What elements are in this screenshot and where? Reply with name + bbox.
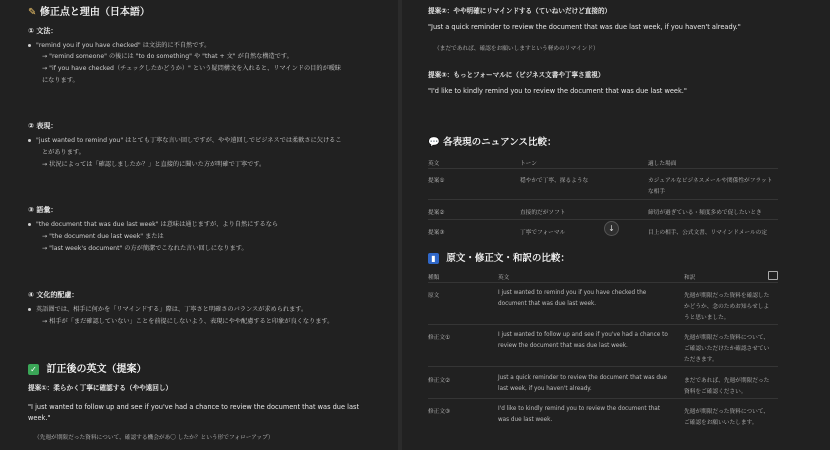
table-row-type: 修正文③ (428, 409, 451, 415)
check-icon: ✓ (28, 364, 39, 375)
table-divider (428, 219, 778, 220)
bullet-icon (28, 44, 31, 47)
vocabulary-title: ③ 語彙： (28, 206, 58, 214)
table-row-label: 提案② (428, 210, 445, 216)
proposal1-note: （先週が期限だった資料について、確認する機会があ〇 したか？という形でフォローアップ） (34, 435, 274, 441)
table-cell-ja-cont: ご確認いただけたか確認させてい (684, 346, 770, 352)
table-row-type: 修正文② (428, 378, 451, 384)
copy-icon[interactable] (768, 271, 778, 280)
table-divider (428, 282, 778, 283)
cultural-arrow-1: → 相手が「まだ確認していない」ことを前提にしないよう、表現にやや配慮すると印象が良くなります。 (42, 318, 334, 325)
nuance-header-en: 英文 (428, 161, 440, 167)
grammar-arrow-2: → "if you have checked（チェックしたかどうか）" という疑問構文を入れると、リマインドの目的が曖昧 (42, 65, 342, 72)
table-divider (428, 324, 778, 325)
table-cell-en-cont: was due last week. (498, 417, 553, 423)
nuance-header-scene: 適した場面 (648, 161, 677, 167)
table-cell-scene: 目上の相手、公式文書、リマインドメールの定 (648, 230, 768, 236)
cultural-title: ④ 文化的配慮： (28, 291, 79, 299)
table-cell-ja-cont: 資料をご確認ください。 (684, 389, 747, 395)
left-pane[interactable] (0, 0, 398, 450)
table-cell-ja-cont: うと思いました。 (684, 315, 730, 321)
proposal3-title: 提案③：もっとフォーマルに（ビジネス文書や丁寧さ重視） (428, 71, 605, 79)
speech-bubble-icon: 💬 (428, 137, 440, 148)
grammar-title: ① 文法： (28, 27, 58, 35)
vocabulary-arrow-1: → "the document due last week" または (42, 233, 164, 240)
bullet-icon (28, 223, 31, 226)
table-cell-scene: 締切が過ぎている・頻度多めで促したいとき (648, 210, 762, 216)
table-cell-ja: 先週が期限だった資料について、 (684, 409, 770, 415)
proposal1-title: 提案①：柔らかく丁寧に確認する（やや遠回し） (28, 384, 173, 392)
table-divider (428, 366, 778, 367)
table-cell-ja-cont: ご確認をお願いいたします。 (684, 420, 758, 426)
nuance-header-tone: トーン (520, 161, 537, 167)
table-row-type: 原文 (428, 293, 440, 299)
table-divider (428, 398, 778, 399)
grammar-arrow-1: → "remind someone" の後には "to do something" や "that + 文" が自然な構造です。 (42, 53, 293, 60)
table-row-label: 提案③ (428, 230, 445, 236)
table-cell-en-cont: review the document that was due last week. (498, 343, 628, 349)
table-cell-ja-cont: ただきます。 (684, 357, 718, 363)
nuance-heading: 💬 各表現のニュアンス比較： (428, 137, 557, 148)
table-cell-ja: 先週が期限だった資料について、 (684, 335, 770, 341)
vocabulary-bullet: "the document that was due last week" は意味は通じますが、より自然にするなら (28, 220, 278, 229)
compare-header-ja: 和訳 (684, 275, 696, 281)
pencil-icon: ✎ (28, 7, 37, 18)
cultural-bullet: 英語圏では、相手に何かを「リマインドする」際は、丁寧さと明確さのバランスが求められます。 (28, 305, 307, 314)
section-heading-corrections: ✎ 修正点と理由（日本語） (28, 7, 150, 18)
proposal2-title: 提案②：やや明確にリマインドする（ていねいだけど直接的） (428, 7, 612, 15)
table-cell-ja: 先週が期限だった資料を確認した (684, 293, 770, 299)
vocabulary-arrow-2: → "last week's document" の方が簡潔でこなれた言い回しになります。 (42, 245, 248, 252)
expression-bullet-cont: とがあります。 (42, 149, 85, 156)
proposal1-quote-cont: week." (28, 414, 51, 422)
table-cell-ja-cont: かどうか、念のためお知らせしよ (684, 304, 770, 310)
bullet-icon (28, 308, 31, 311)
expression-arrow-1: → 状況によっては「確認しましたか？」と直接的に聞いた方が明確で丁寧です。 (42, 161, 266, 168)
compare-header-type: 種類 (428, 275, 440, 281)
table-cell-en: Just a quick reminder to review the document that was due (498, 375, 668, 381)
proposal2-note: （まだであれば、確認をお願いしますという軽めのリマインド） (434, 46, 599, 52)
table-cell-tone: 直接的だがソフト (520, 210, 566, 216)
expression-title: ② 表現： (28, 122, 58, 130)
table-cell-en: I'd like to kindly remind you to review the document that (498, 406, 661, 412)
table-cell-scene-cont: な相手 (648, 189, 666, 195)
grammar-bullet: "remind you if you have checked" は文法的に不自然です。 (28, 41, 210, 50)
table-cell-en: I just wanted to remind you if you have checked the (498, 290, 647, 296)
book-icon: ▮ (428, 253, 439, 264)
proposal2-quote: "Just a quick reminder to review the document that was due last week, if you haven't already." (428, 23, 741, 31)
right-pane[interactable] (402, 0, 830, 450)
table-row-label: 提案① (428, 178, 445, 184)
table-cell-tone: 穏やかで丁寧、探るような (520, 178, 589, 184)
grammar-arrow-2-cont: になります。 (42, 77, 79, 84)
table-cell-en-cont: last week, if you haven't already. (498, 386, 592, 392)
table-cell-scene: カジュアルなビジネスメールや関係性がフラット (648, 178, 773, 184)
compare-heading: ▮ 原文・修正文・和訳の比較： (428, 250, 570, 264)
scroll-down-button[interactable]: ↓ (604, 221, 619, 236)
table-divider (428, 168, 778, 169)
table-cell-en: I just wanted to follow up and see if you've had a chance to (498, 332, 668, 338)
table-cell-ja: まだであれば、先週が期限だった (684, 378, 770, 384)
table-cell-tone: 丁寧でフォーマル (520, 230, 566, 236)
expression-bullet: "just wanted to remind you" はとても丁寧な言い回しですが、やや遠回しでビジネスでは柔軟さに欠けるこ (28, 136, 342, 145)
proposal3-quote: "I'd like to kindly remind you to review the document that was due last week." (428, 87, 687, 95)
table-cell-en-cont: document that was due last week. (498, 301, 597, 307)
bullet-icon (28, 139, 31, 142)
section-heading-corrected: ✓ 訂正後の英文（提案） (28, 360, 146, 375)
proposal1-quote: "I just wanted to follow up and see if you've had a chance to review the document that was due last (28, 403, 360, 411)
table-row-type: 修正文① (428, 335, 451, 341)
table-divider (428, 199, 778, 200)
compare-header-en: 英文 (498, 275, 510, 281)
